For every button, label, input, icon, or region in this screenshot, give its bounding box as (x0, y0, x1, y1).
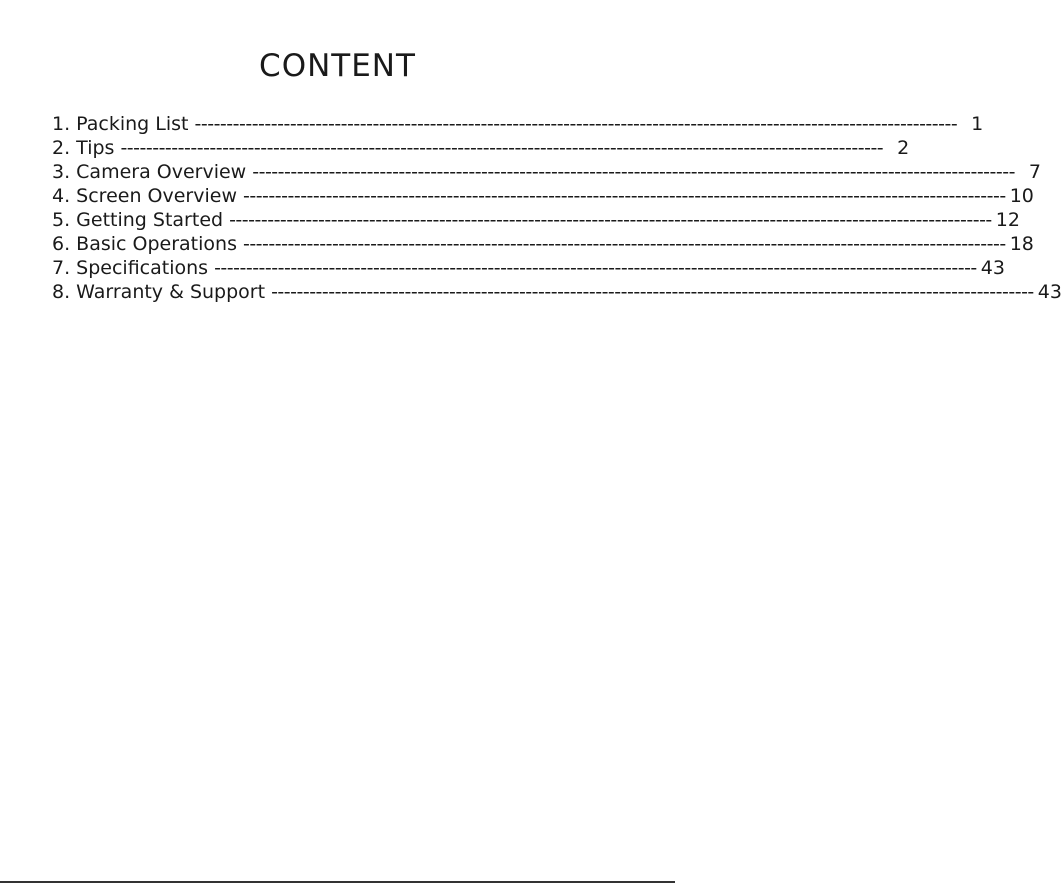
dot-leader: ------------------------------------------------------------------------------------------------------------------------ (120, 137, 884, 159)
toc-entry-camera-overview[interactable] (52, 160, 1041, 184)
dot-leader: ------------------------------------------------------------------------------------------------------------------------ (242, 185, 1006, 207)
toc-entry-label: 6. Basic Operations (52, 233, 237, 255)
toc-entry-tips[interactable] (52, 136, 910, 160)
dot-leader: ------------------------------------------------------------------------------------------------------------------------ (194, 113, 958, 135)
toc-entry-label: 1. Packing List (52, 113, 189, 135)
toc-entry-page: 43 (1037, 281, 1062, 303)
dot-leader: ------------------------------------------------------------------------------------------------------------------------ (214, 257, 977, 279)
dot-leader: ------------------------------------------------------------------------------------------------------------------------ (252, 161, 1015, 183)
toc-entry-page: 12 (995, 209, 1020, 231)
toc-entry-screen-overview[interactable] (52, 184, 1034, 208)
toc-entry-page: 43 (980, 257, 1005, 279)
dot-leader: ------------------------------------------------------------------------------------------------------------------------ (271, 281, 1034, 303)
table-of-contents (52, 112, 1062, 304)
toc-entry-label: 4. Screen Overview (52, 185, 237, 207)
toc-entry-label: 8. Warranty & Support (52, 281, 266, 303)
toc-entry-page: 2 (897, 137, 910, 159)
dot-leader: ------------------------------------------------------------------------------------------------------------------------ (229, 209, 992, 231)
toc-entry-page: 7 (1028, 161, 1041, 183)
toc-entry-page: 10 (1009, 185, 1034, 207)
toc-entry-label: 7. Specifications (52, 257, 209, 279)
toc-entry-label: 2. Tips (52, 137, 115, 159)
toc-entry-packing-list[interactable] (52, 112, 984, 136)
dot-leader: ------------------------------------------------------------------------------------------------------------------------ (242, 233, 1006, 255)
toc-entry-warranty-support[interactable] (52, 280, 1062, 304)
toc-entry-getting-started[interactable] (52, 208, 1020, 232)
toc-entry-specifications[interactable] (52, 256, 1005, 280)
toc-entry-basic-operations[interactable] (52, 232, 1034, 256)
page-title: CONTENT (259, 48, 416, 84)
toc-entry-page: 1 (971, 113, 984, 135)
toc-entry-label: 3. Camera Overview (52, 161, 247, 183)
toc-entry-page: 18 (1009, 233, 1034, 255)
toc-entry-label: 5. Getting Started (52, 209, 224, 231)
